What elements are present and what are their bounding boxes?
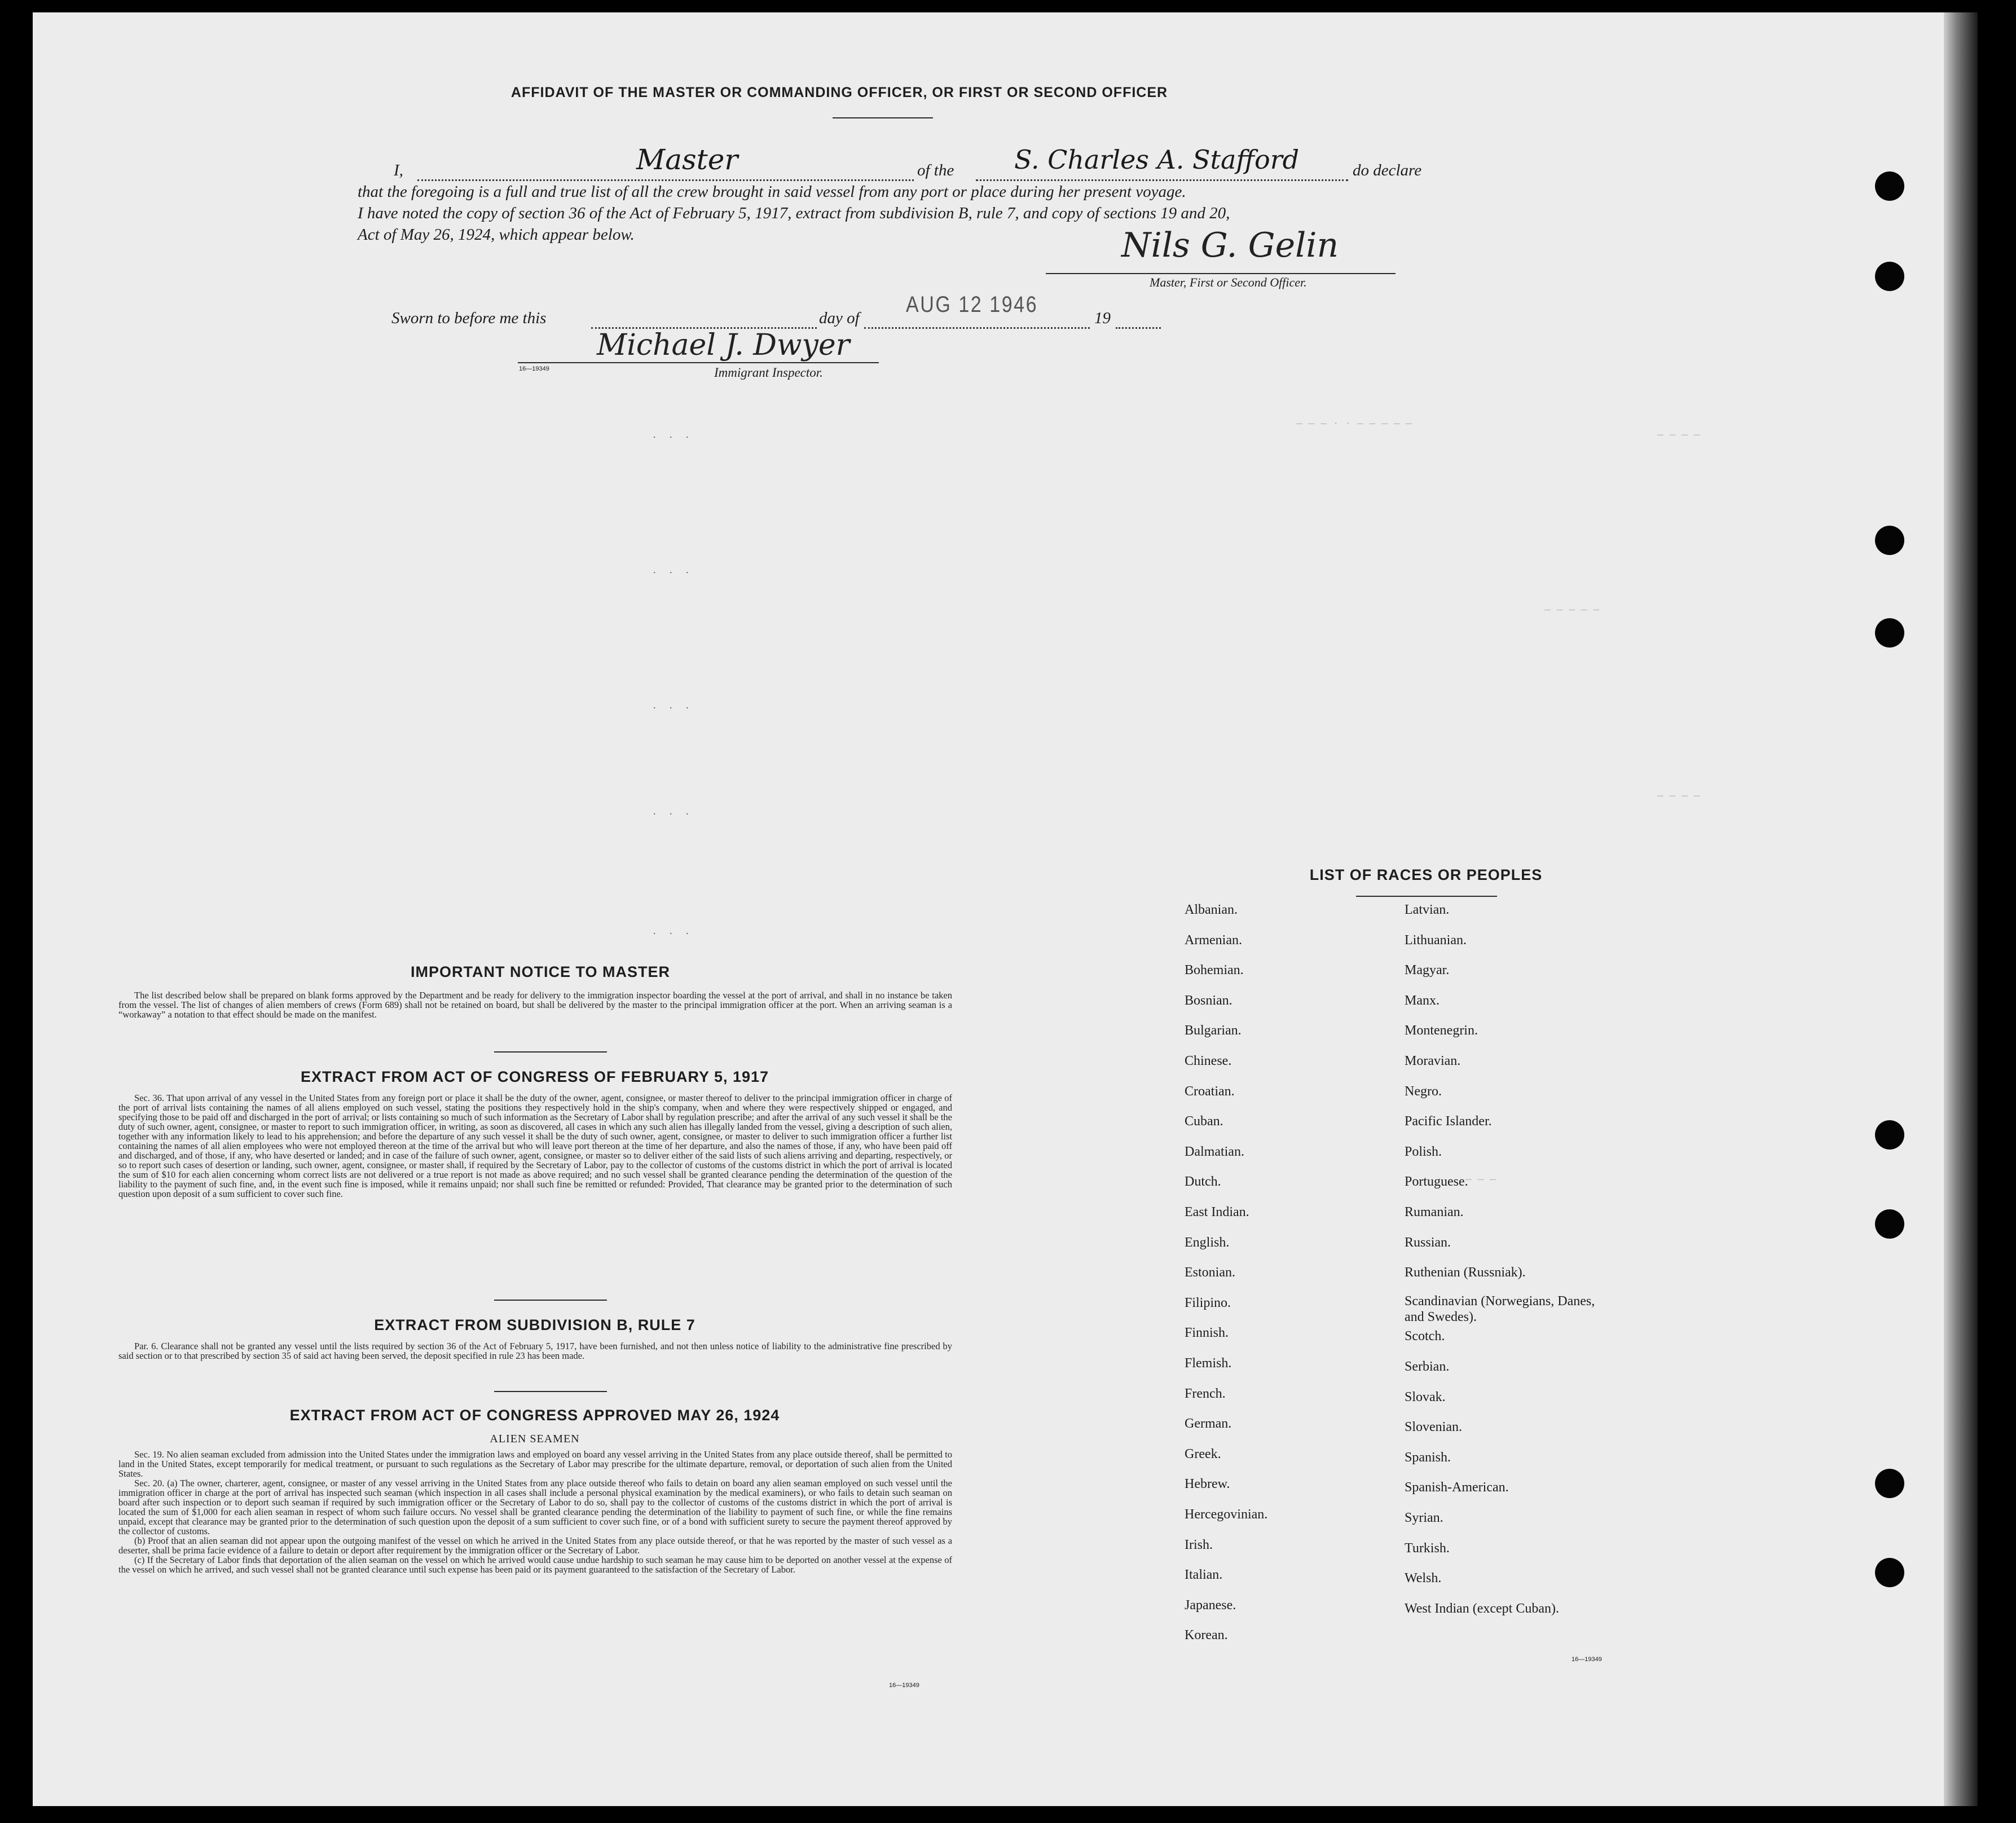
bleed-through-text: — — — · · — — — — — xyxy=(1296,419,1412,430)
race-item: Moravian. xyxy=(1405,1054,1461,1068)
affidavit-line1-prefix: I, xyxy=(394,161,403,179)
race-item: Polish. xyxy=(1405,1144,1442,1159)
race-item: Japanese. xyxy=(1185,1597,1236,1613)
punch-hole xyxy=(1875,262,1904,291)
race-item: Scandinavian (Norwegians, Danes, and Swedes). xyxy=(1405,1293,1595,1324)
punch-hole xyxy=(1875,526,1904,555)
inspector-caption: Immigrant Inspector. xyxy=(714,366,823,380)
race-item: Dalmatian. xyxy=(1185,1144,1244,1159)
form-number: 16—19349 xyxy=(519,366,549,372)
vessel-fill-line xyxy=(976,179,1348,181)
divider xyxy=(494,1391,607,1392)
race-item: Armenian. xyxy=(1185,932,1242,948)
punch-hole xyxy=(1875,1120,1904,1150)
bleed-through-text: — — — xyxy=(1465,1174,1496,1186)
notice-title: IMPORTANT NOTICE TO MASTER xyxy=(411,963,670,980)
sworn-year-fill-line xyxy=(1116,327,1161,329)
master-signature: Nils G. Gelin xyxy=(1121,226,1339,265)
divider xyxy=(1356,896,1497,897)
signature-caption: Master, First or Second Officer. xyxy=(1150,275,1307,289)
dot-leader: . . . xyxy=(653,429,694,440)
race-item: French. xyxy=(1185,1386,1226,1401)
dot-leader: . . . xyxy=(653,925,694,936)
race-item: Slovenian. xyxy=(1405,1420,1462,1435)
race-item: Italian. xyxy=(1185,1567,1223,1583)
punch-hole xyxy=(1875,1558,1904,1587)
race-item: Latvian. xyxy=(1405,902,1450,917)
notice-body: The list described below shall be prepared on blank forms approved by the Department and be ready for delivery to the immigration inspector boarding the vessel at the port of arrival, and shall in no instance be taken from the vessel. The list of changes of alien members of crews (Form 689) shall not be retained on board, but shall be delivered by the master to the principal immigration officer at the port. When an arriving seaman is a “workaway” a notation to that effect should be made on the manifest. xyxy=(118,990,952,1020)
race-item: Manx. xyxy=(1405,993,1440,1008)
bleed-through-text: — — — — — xyxy=(1544,605,1600,616)
affidavit-line1-mid: of the xyxy=(917,161,954,179)
affidavit-line2: that the foregoing is a full and true list of all the crew brought in said vessel from any port or place during her present voyage. xyxy=(358,183,1186,201)
race-item: Portuguese. xyxy=(1405,1174,1468,1190)
race-item: Magyar. xyxy=(1405,963,1450,978)
race-item: Dutch. xyxy=(1185,1174,1221,1190)
divider xyxy=(833,117,933,118)
race-item: Bulgarian. xyxy=(1185,1023,1242,1038)
race-item: West Indian (except Cuban). xyxy=(1405,1601,1559,1616)
affidavit-line4: Act of May 26, 1924, which appear below. xyxy=(358,226,635,244)
extract-1917-body: Sec. 36. That upon arrival of any vessel in the United States from any foreign port or place it shall be the duty of the owner, agent, consignee, or master thereof to deliver to the principal immigration officer in charge of the port of arrival lists containing the names of all aliens employed on such vessel, stating the positions they respectively hold in the ship's company, when and where they were respectively shipped or engaged, and specifying those to be paid off and discharged in the port of arrival; or lists containing so much of such information as the Secretary of Labor shall by regulation prescribe; and after the arrival of any such vessel it shall be the duty of such owner, agent, consignee, or master to report to such immigration officer, in writing, as soon as discovered, all cases in which any such alien has illegally landed from the vessel, giving a description of such alien, together with any information likely to lead to his apprehension; and before the departure of any such vessel it shall be the duty of such owner, agent, consignee, or master to deliver to such immigration officer a further list containing the names of all alien employees who were not employed thereon at the time of the arrival but who will leave port thereon at the time of her departure, and also the names of those, if any, who have been paid off and discharged, and of those, if any, who have deserted or landed; and in case of the failure of such owner, agent, consignee, or master so to deliver either of the said lists of such aliens arriving and departing, respectively, or so to report such cases of desertion or landing, such owner, agent, consignee, or master shall, if required by the Secretary of Labor, pay to the collector of customs of the customs district in which the port of arrival is located the sum of $10 for each alien concerning whom correct lists are not delivered or a true report is not made as above required; and no such vessel shall be granted clearance pending the determination of the question of the liability to the payment of such fine, and, in the event such fine is imposed, while it remains unpaid; nor shall such fine be remitted or refunded: Provided, That clearance may be granted prior to the determination of such question upon deposit of a sum sufficient to cover such fine. xyxy=(118,1093,952,1199)
extract-rule7-body: Par. 6. Clearance shall not be granted any vessel until the lists required by section 36 of the Act of February 5, 1917, have been furnished, and not then unless notice of liability to the administrative fine prescribed by said section or to that prescribed by section 35 of said act having been served, the deposit specified in rule 23 has been made. xyxy=(118,1341,952,1361)
sworn-year: 19 xyxy=(1094,309,1111,327)
sec20c-text: (c) If the Secretary of Labor finds that deportation of the alien seaman on the vessel on which he arrived would cause undue hardship to such seaman he may cause him to be deported on another vessel at the expense of the vessel on which he arrived, and such vessel shall not be granted clearance until such expense has been paid or its payment guaranteed to the satisfaction of the Secretary of Labor. xyxy=(118,1555,952,1575)
race-item: Greek. xyxy=(1185,1446,1221,1461)
race-item: German. xyxy=(1185,1416,1232,1432)
race-item: Finnish. xyxy=(1185,1326,1229,1341)
vessel-name-handwriting: S. Charles A. Stafford xyxy=(1014,144,1300,175)
race-item: Irish. xyxy=(1185,1537,1213,1552)
race-item: East Indian. xyxy=(1185,1205,1249,1219)
race-item: Bosnian. xyxy=(1185,993,1233,1008)
page-edge xyxy=(1944,12,1978,1806)
race-item: Flemish. xyxy=(1185,1356,1232,1371)
races-title: LIST OF RACES OR PEOPLES xyxy=(1309,866,1543,883)
sec20a-text: Sec. 20. (a) The owner, charterer, agent, consignee, or master of any vessel arriving in the United States from any place outside thereof who fails to detain on board any alien seaman employed on such vessel until the immigration officer in charge at the port of arrival has inspected such seaman (which inspection in all cases shall include a personal physical examination by the medical examiners), or who fails to detain such seaman on board after such inspection or to deport such seaman if required by such immigration officer or the Secretary of Labor to do so, shall pay to the collector of customs of the customs district in which the port of arrival is located the sum of $1,000 for each alien seaman in respect of whom such failure occurs. No vessel shall be granted clearance pending the determination of the liability to payment of such fine, or while the fine remains unpaid, except that clearance may be granted prior to the determination of such question upon the deposit of a sum sufficient to cover such fine, or of a bond with sufficient surety to secure the payment thereof approved by the collector of customs. xyxy=(118,1478,952,1536)
race-item: Ruthenian (Russniak). xyxy=(1405,1265,1526,1280)
race-item: Chinese. xyxy=(1185,1054,1232,1068)
date-stamp: AUG 12 1946 xyxy=(906,292,1038,317)
race-item: Filipino. xyxy=(1185,1295,1231,1310)
sworn-month-fill-line xyxy=(864,327,1090,329)
punch-hole xyxy=(1875,171,1904,201)
sworn-prefix: Sworn to before me this xyxy=(391,309,547,327)
extract-1917-title: EXTRACT FROM ACT OF CONGRESS OF FEBRUARY 5, 1917 xyxy=(300,1068,769,1085)
race-item: Lithuanian. xyxy=(1405,932,1467,948)
race-item: Hebrew. xyxy=(1185,1477,1230,1492)
race-item: Turkish. xyxy=(1405,1540,1450,1556)
race-item: Montenegrin. xyxy=(1405,1023,1478,1038)
extract-1924-body xyxy=(118,1450,952,1574)
divider xyxy=(494,1051,607,1053)
race-item: Russian. xyxy=(1405,1235,1451,1250)
dot-leader: . . . xyxy=(653,699,694,711)
race-item: Rumanian. xyxy=(1405,1205,1464,1219)
race-item: Spanish. xyxy=(1405,1450,1451,1465)
race-item: Spanish-American. xyxy=(1405,1480,1509,1495)
sec19-text: Sec. 19. No alien seaman excluded from admission into the United States under the immigration laws and employed on board any vessel arriving in the United States from any place outside thereof, shall be permitted to land in the United States, except temporarily for medical treatment, or pursuant to such regulations as the Secretary of Labor may prescribe for the ultimate departure, removal, or deportation of such alien from the United States. xyxy=(118,1449,952,1479)
bleed-through-text: — — — — xyxy=(1657,791,1700,802)
sworn-day-of: day of xyxy=(819,309,860,327)
races-form-number: 16—19349 xyxy=(1572,1656,1602,1663)
race-item: Albanian. xyxy=(1185,902,1238,917)
affidavit-line1-suffix: do declare xyxy=(1353,161,1422,179)
punch-hole xyxy=(1875,618,1904,648)
race-item: Estonian. xyxy=(1185,1265,1235,1280)
dot-leader: . . . xyxy=(653,564,694,575)
extract-1924-subtitle: ALIEN SEAMEN xyxy=(490,1433,580,1445)
race-item: Welsh. xyxy=(1405,1571,1442,1586)
race-item: Negro. xyxy=(1405,1084,1442,1099)
sec20b-text: (b) Proof that an alien seaman did not appear upon the outgoing manifest of the vessel on which he arrived in the United States from any place outside thereof, or that he was reported by the master of such vessel as a deserter, shall be prima facie evidence of a failure to detain or deport after requirement by the immigration officer or the Secretary of Labor. xyxy=(118,1535,952,1556)
race-item: Slovak. xyxy=(1405,1389,1446,1404)
race-item: Bohemian. xyxy=(1185,963,1244,978)
race-item: Syrian. xyxy=(1405,1511,1443,1525)
race-item: Korean. xyxy=(1185,1628,1228,1643)
punch-hole xyxy=(1875,1469,1904,1498)
race-item: Serbian. xyxy=(1405,1359,1450,1374)
race-item: Pacific Islander. xyxy=(1405,1114,1492,1129)
master-rank-handwriting: Master xyxy=(636,143,738,176)
signature-line xyxy=(1046,273,1396,274)
extract-form-number: 16—19349 xyxy=(889,1682,919,1689)
divider xyxy=(494,1300,607,1301)
inspector-signature: Michael J. Dwyer xyxy=(597,328,850,362)
extract-1924-title: EXTRACT FROM ACT OF CONGRESS APPROVED MAY 26, 1924 xyxy=(289,1407,780,1424)
race-item: English. xyxy=(1185,1235,1230,1250)
race-item: Cuban. xyxy=(1185,1114,1223,1129)
affidavit-title: AFFIDAVIT OF THE MASTER OR COMMANDING OFFICER, OR FIRST OR SECOND OFFICER xyxy=(510,85,1168,100)
document-page xyxy=(33,12,1944,1806)
dot-leader: . . . xyxy=(653,805,694,817)
bleed-through-text: — — — — xyxy=(1657,430,1700,441)
punch-hole xyxy=(1875,1209,1904,1239)
extract-rule7-title: EXTRACT FROM SUBDIVISION B, RULE 7 xyxy=(374,1316,696,1333)
affidavit-line3: I have noted the copy of section 36 of the Act of February 5, 1917, extract from subdivision B, rule 7, and copy of sections 19 and 20, xyxy=(358,204,1230,222)
inspector-line xyxy=(518,362,879,363)
race-item: Scotch. xyxy=(1405,1329,1445,1344)
race-item: Hercegovinian. xyxy=(1185,1507,1268,1522)
race-item: Croatian. xyxy=(1185,1084,1235,1099)
rank-fill-line xyxy=(417,179,914,181)
